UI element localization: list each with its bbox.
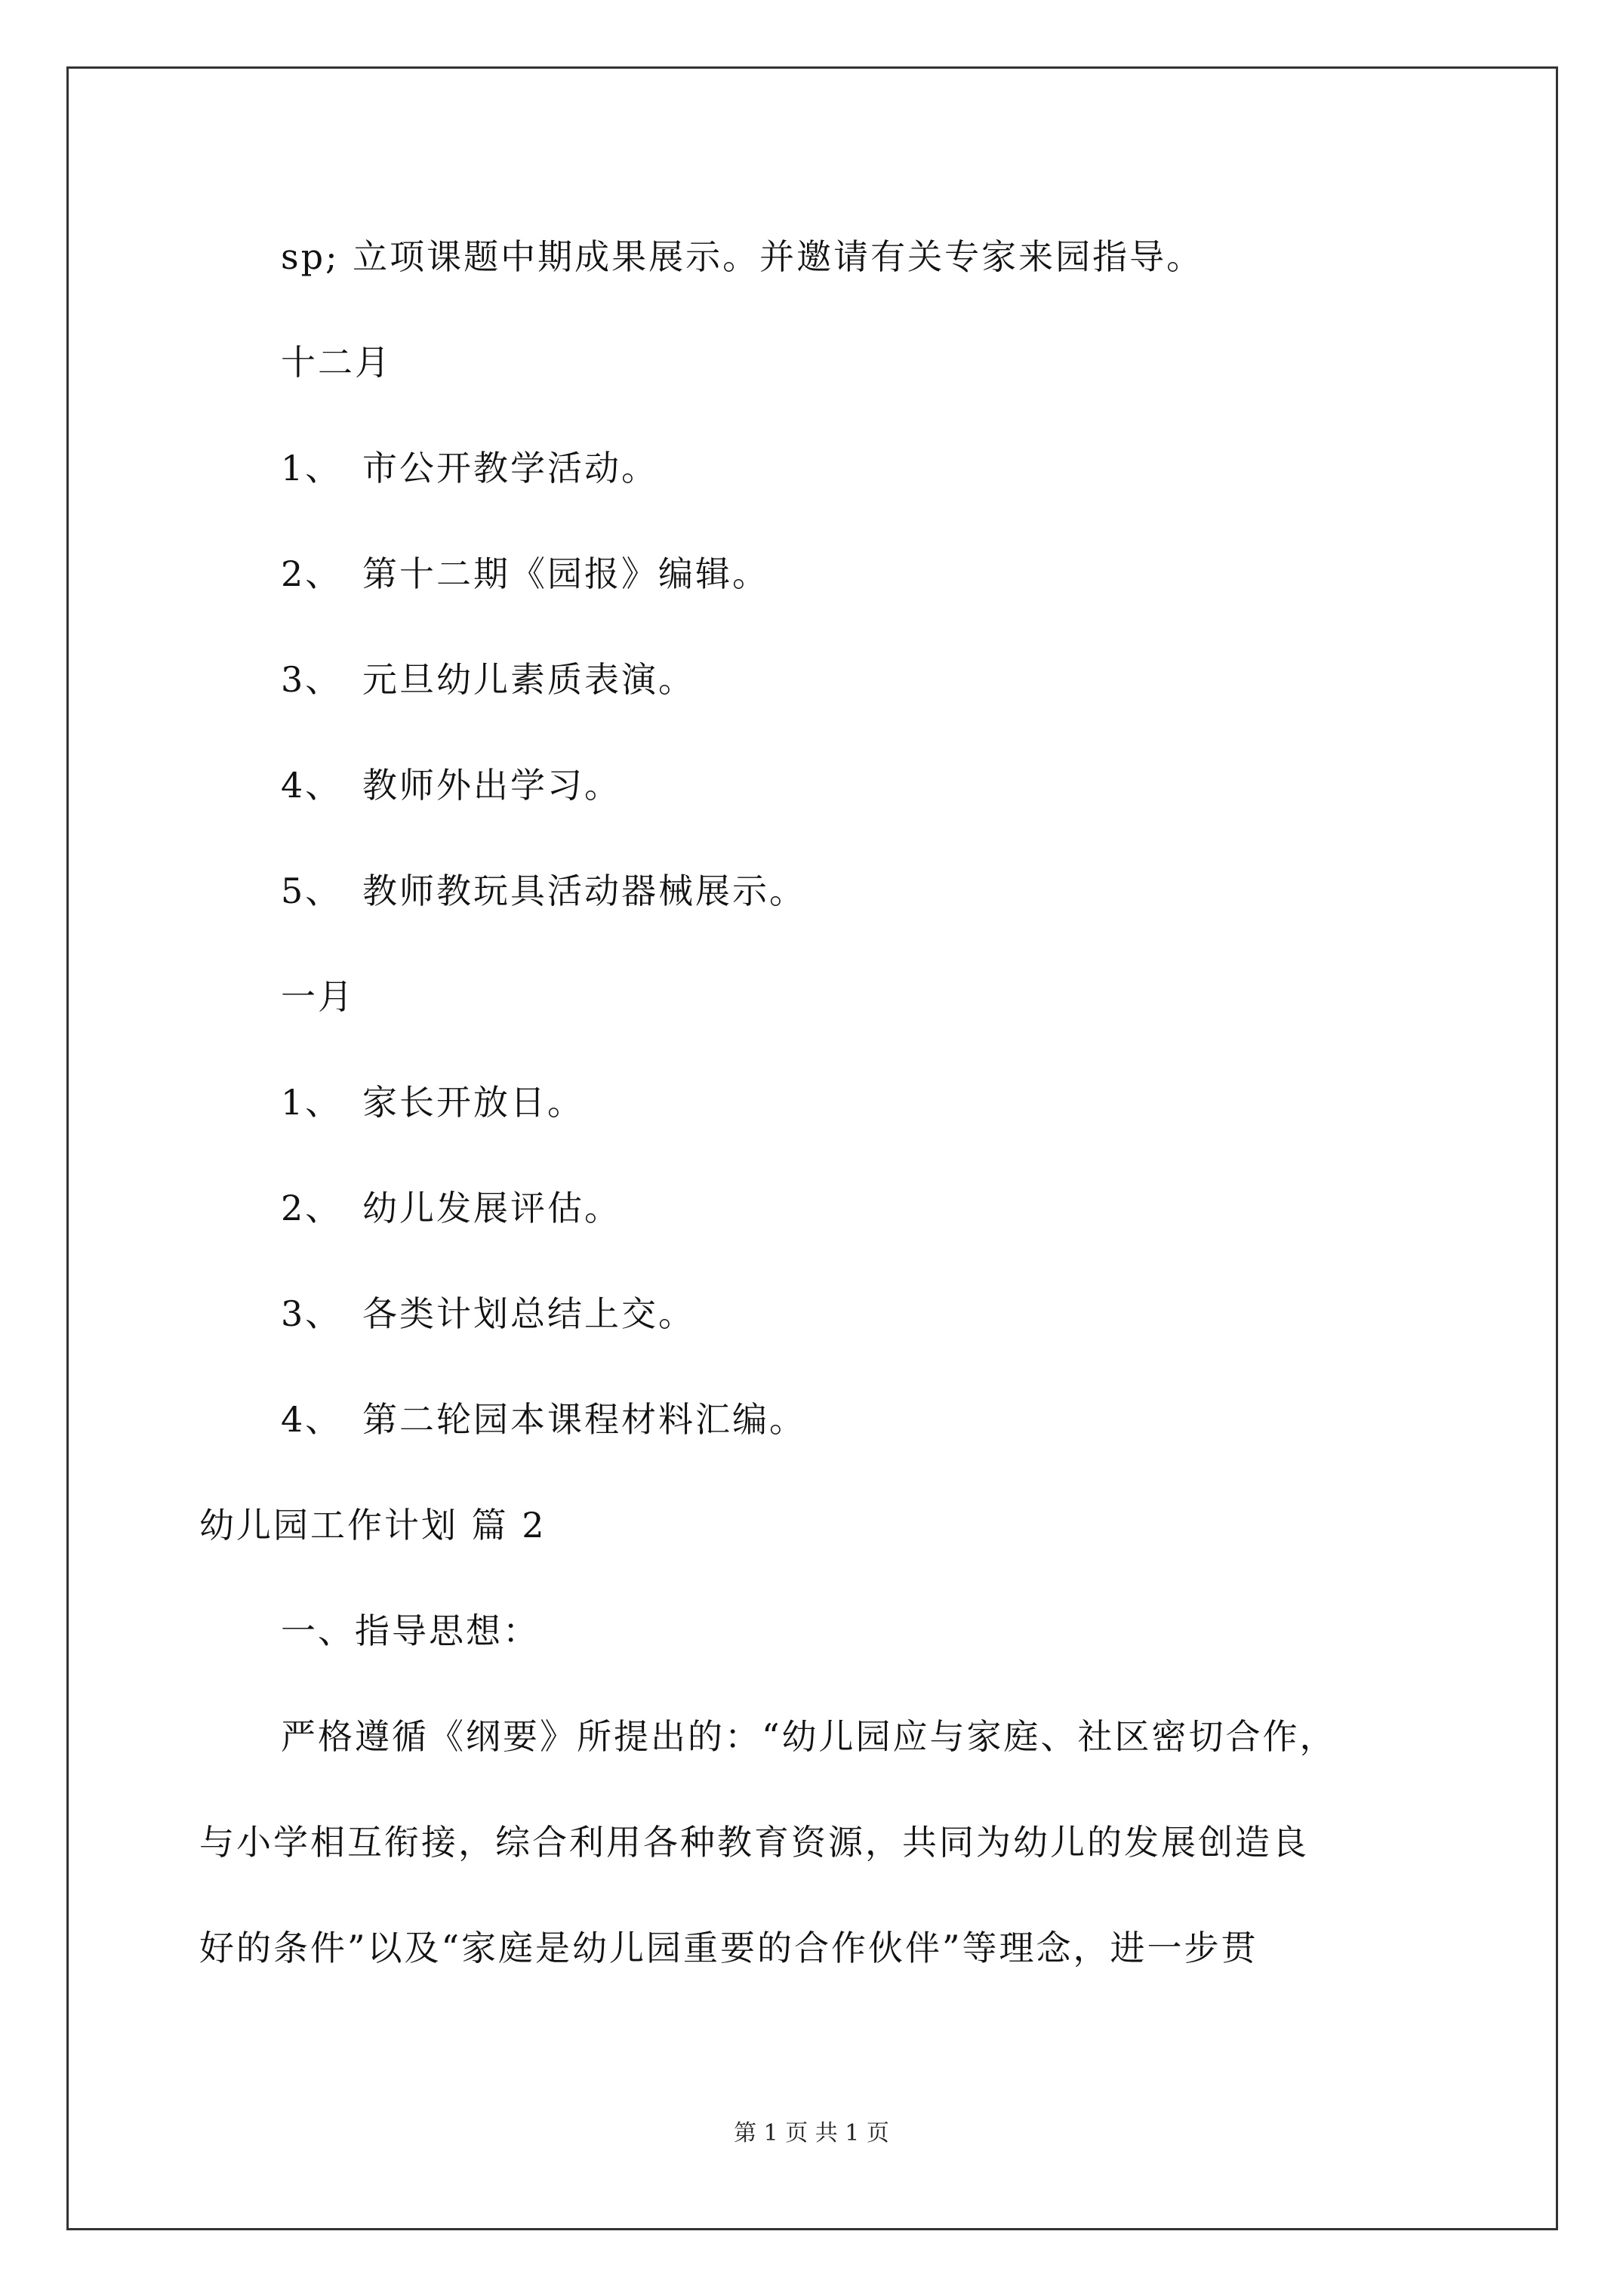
list-item-number: 1、 <box>281 1082 343 1123</box>
text-line-continuation: sp; 立项课题中期成果展示。并邀请有关专家来园指导。 <box>281 236 1204 277</box>
list-item-text: 元旦幼儿素质表演。 <box>362 659 695 700</box>
section-title: 幼儿园工作计划 篇 2 <box>199 1505 547 1546</box>
page-footer: 第 1 页 共 1 页 <box>734 2120 889 2147</box>
list-item-text: 教师教玩具活动器械展示。 <box>362 871 806 911</box>
list-item <box>281 1291 695 1336</box>
list-item <box>281 868 806 914</box>
heading-january: 一月 <box>281 976 355 1017</box>
list-item <box>281 551 769 596</box>
list-item <box>281 1397 806 1442</box>
list-item-text: 市公开教学活动。 <box>362 448 658 488</box>
list-item-number: 4、 <box>281 1399 343 1440</box>
list-item-text: 各类计划总结上交。 <box>362 1293 695 1334</box>
list-item <box>281 1185 621 1231</box>
paragraph-line: 严格遵循《纲要》所提出的：“幼儿园应与家庭、社区密切合作， <box>281 1716 1337 1757</box>
list-item-number: 2、 <box>281 1188 343 1228</box>
list-item <box>281 657 695 702</box>
list-item-text: 教师外出学习。 <box>362 765 621 806</box>
list-item-number: 1、 <box>281 448 343 488</box>
heading-december: 十二月 <box>281 342 392 383</box>
paragraph-line: 好的条件”以及“家庭是幼儿园重要的合作伙伴”等理念，进一步贯 <box>199 1928 1258 1968</box>
page-border <box>66 66 1558 2230</box>
list-item-text: 第二轮园本课程材料汇编。 <box>362 1399 806 1440</box>
paragraph-line: 与小学相互衔接，综合利用各种教育资源，共同为幼儿的发展创造良 <box>199 1822 1309 1863</box>
list-item-number: 4、 <box>281 765 343 806</box>
list-item-text: 幼儿发展评估。 <box>362 1188 621 1228</box>
list-item-number: 5、 <box>281 871 343 911</box>
list-item <box>281 763 621 808</box>
list-item-text: 第十二期《园报》编辑。 <box>362 553 769 594</box>
list-item <box>281 1080 584 1125</box>
list-item <box>281 445 658 491</box>
subheading-guiding-thought: 一、指导思想： <box>281 1610 540 1651</box>
list-item-number: 3、 <box>281 659 343 700</box>
list-item-text: 家长开放日。 <box>362 1082 584 1123</box>
list-item-number: 2、 <box>281 553 343 594</box>
list-item-number: 3、 <box>281 1293 343 1334</box>
